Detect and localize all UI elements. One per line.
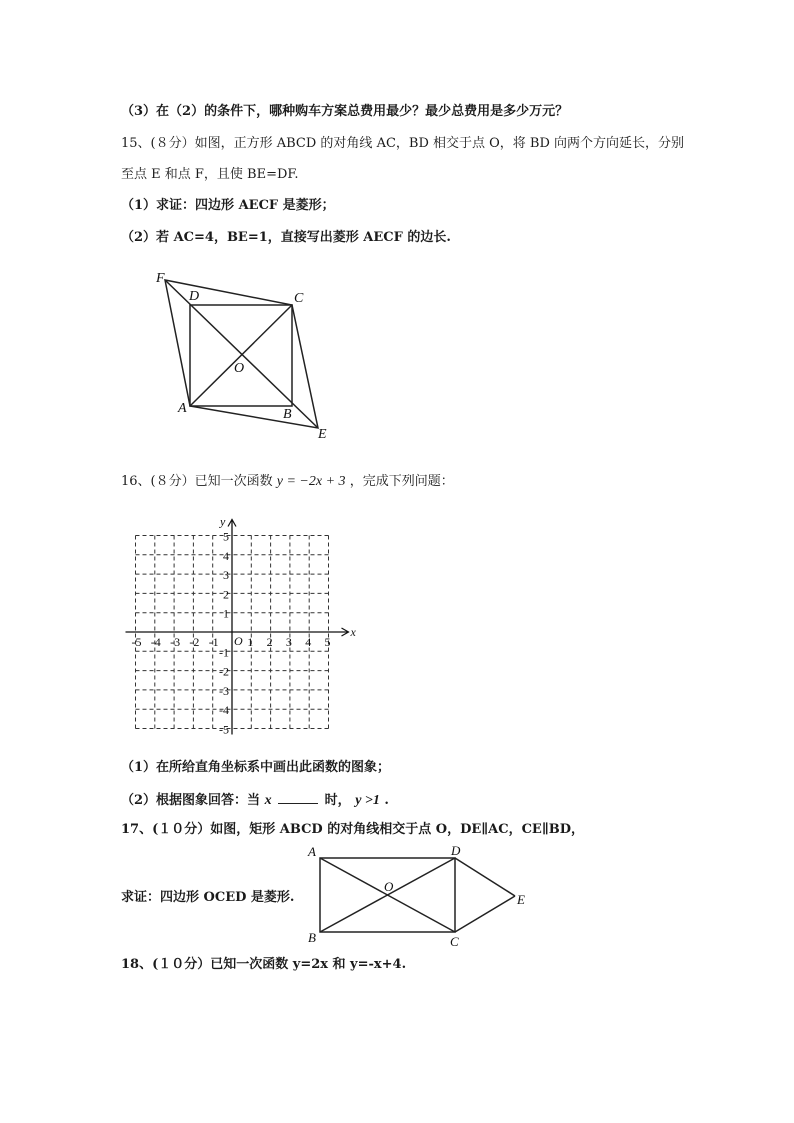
label-O: O — [234, 361, 245, 376]
y-tick-label: -2 — [219, 664, 229, 679]
origin-label: O — [234, 634, 243, 648]
label-O: O — [384, 879, 394, 894]
q15-statement-line2: 至点 E 和点 F，且使 BE=DF. — [121, 167, 299, 182]
x-tick-label: 1 — [247, 635, 254, 649]
q16-statement — [121, 474, 454, 490]
q17-statement: 17、(１０分）如图，矩形 ABCD 的对角线相交于点 O，DE∥AC，CE∥BD， — [121, 822, 584, 837]
q16-part2 — [121, 791, 389, 809]
y-tick-label: 5 — [223, 529, 229, 544]
label-E: E — [318, 427, 327, 442]
y-axis-label: y — [220, 514, 226, 529]
x-tick-label: 3 — [285, 635, 292, 649]
q16-function: y = −2x + 3 — [276, 474, 346, 489]
y-tick-label: -4 — [219, 703, 229, 718]
q15-part1: （1）求证：四边形 AECF 是菱形； — [121, 198, 335, 213]
q16-intro-end: ，完成下列问题： — [349, 474, 454, 489]
label-E: E — [517, 892, 525, 907]
label-B: B — [308, 930, 316, 945]
label-F: F — [156, 271, 165, 286]
q16-intro: 16、(８分）已知一次函数 — [121, 474, 273, 489]
y-tick-label: 1 — [223, 606, 229, 621]
label-A: A — [308, 844, 316, 859]
x-tick-label: 2 — [266, 635, 273, 649]
x-tick-label: -4 — [150, 635, 161, 649]
y-tick-label: 2 — [223, 587, 229, 602]
q16-part2-mid: 时， — [324, 793, 351, 808]
q16-coordinate-grid — [120, 508, 360, 744]
q18-statement: 18、(１０分）已知一次函数 y=2x 和 y=-x+4. — [121, 957, 407, 972]
x-tick-label: -2 — [189, 635, 200, 649]
y-tick-label: -3 — [219, 683, 229, 698]
y-tick-label: -5 — [219, 722, 229, 737]
label-C: C — [294, 291, 304, 306]
x-tick-label: 5 — [324, 635, 331, 649]
q15-part2: （2）若 AC=4，BE=1，直接写出菱形 AECF 的边长. — [121, 230, 451, 245]
q15-rhombus-figure — [150, 265, 340, 445]
q17-rectangle-figure — [300, 840, 540, 950]
q16-part2-prefix: （2）根据图象回答：当 — [121, 793, 261, 808]
x-tick-label: -1 — [208, 635, 219, 649]
x-axis-label: x — [350, 625, 356, 639]
q15-statement-line1: 15、(８分）如图，正方形 ABCD 的对角线 AC，BD 相交于点 O，将 BD 向两个方向延长，分别 — [121, 136, 685, 151]
x-tick-label: -5 — [131, 635, 142, 649]
q16-part2-condition: y >1 — [355, 793, 380, 808]
x-tick-label: 4 — [305, 635, 312, 649]
label-A: A — [178, 401, 187, 416]
label-D: D — [451, 843, 461, 858]
q16-part2-end: . — [384, 793, 389, 808]
y-tick-label: 3 — [223, 568, 229, 583]
q17-proof: 求证：四边形 OCED 是菱形. — [121, 890, 295, 905]
label-B: B — [283, 407, 292, 422]
label-C: C — [450, 934, 459, 949]
y-tick-label: -1 — [219, 645, 229, 660]
answer-blank[interactable] — [278, 791, 318, 804]
q14-part3: （3）在（2）的条件下，哪种购车方案总费用最少？最少总费用是多少万元？ — [121, 104, 569, 119]
x-tick-label: -3 — [170, 635, 181, 649]
q16-part1: （1）在所给直角坐标系中画出此函数的图象； — [121, 760, 391, 775]
label-D: D — [189, 289, 200, 304]
y-tick-label: 4 — [223, 548, 229, 563]
q16-part2-x: x — [264, 793, 272, 808]
